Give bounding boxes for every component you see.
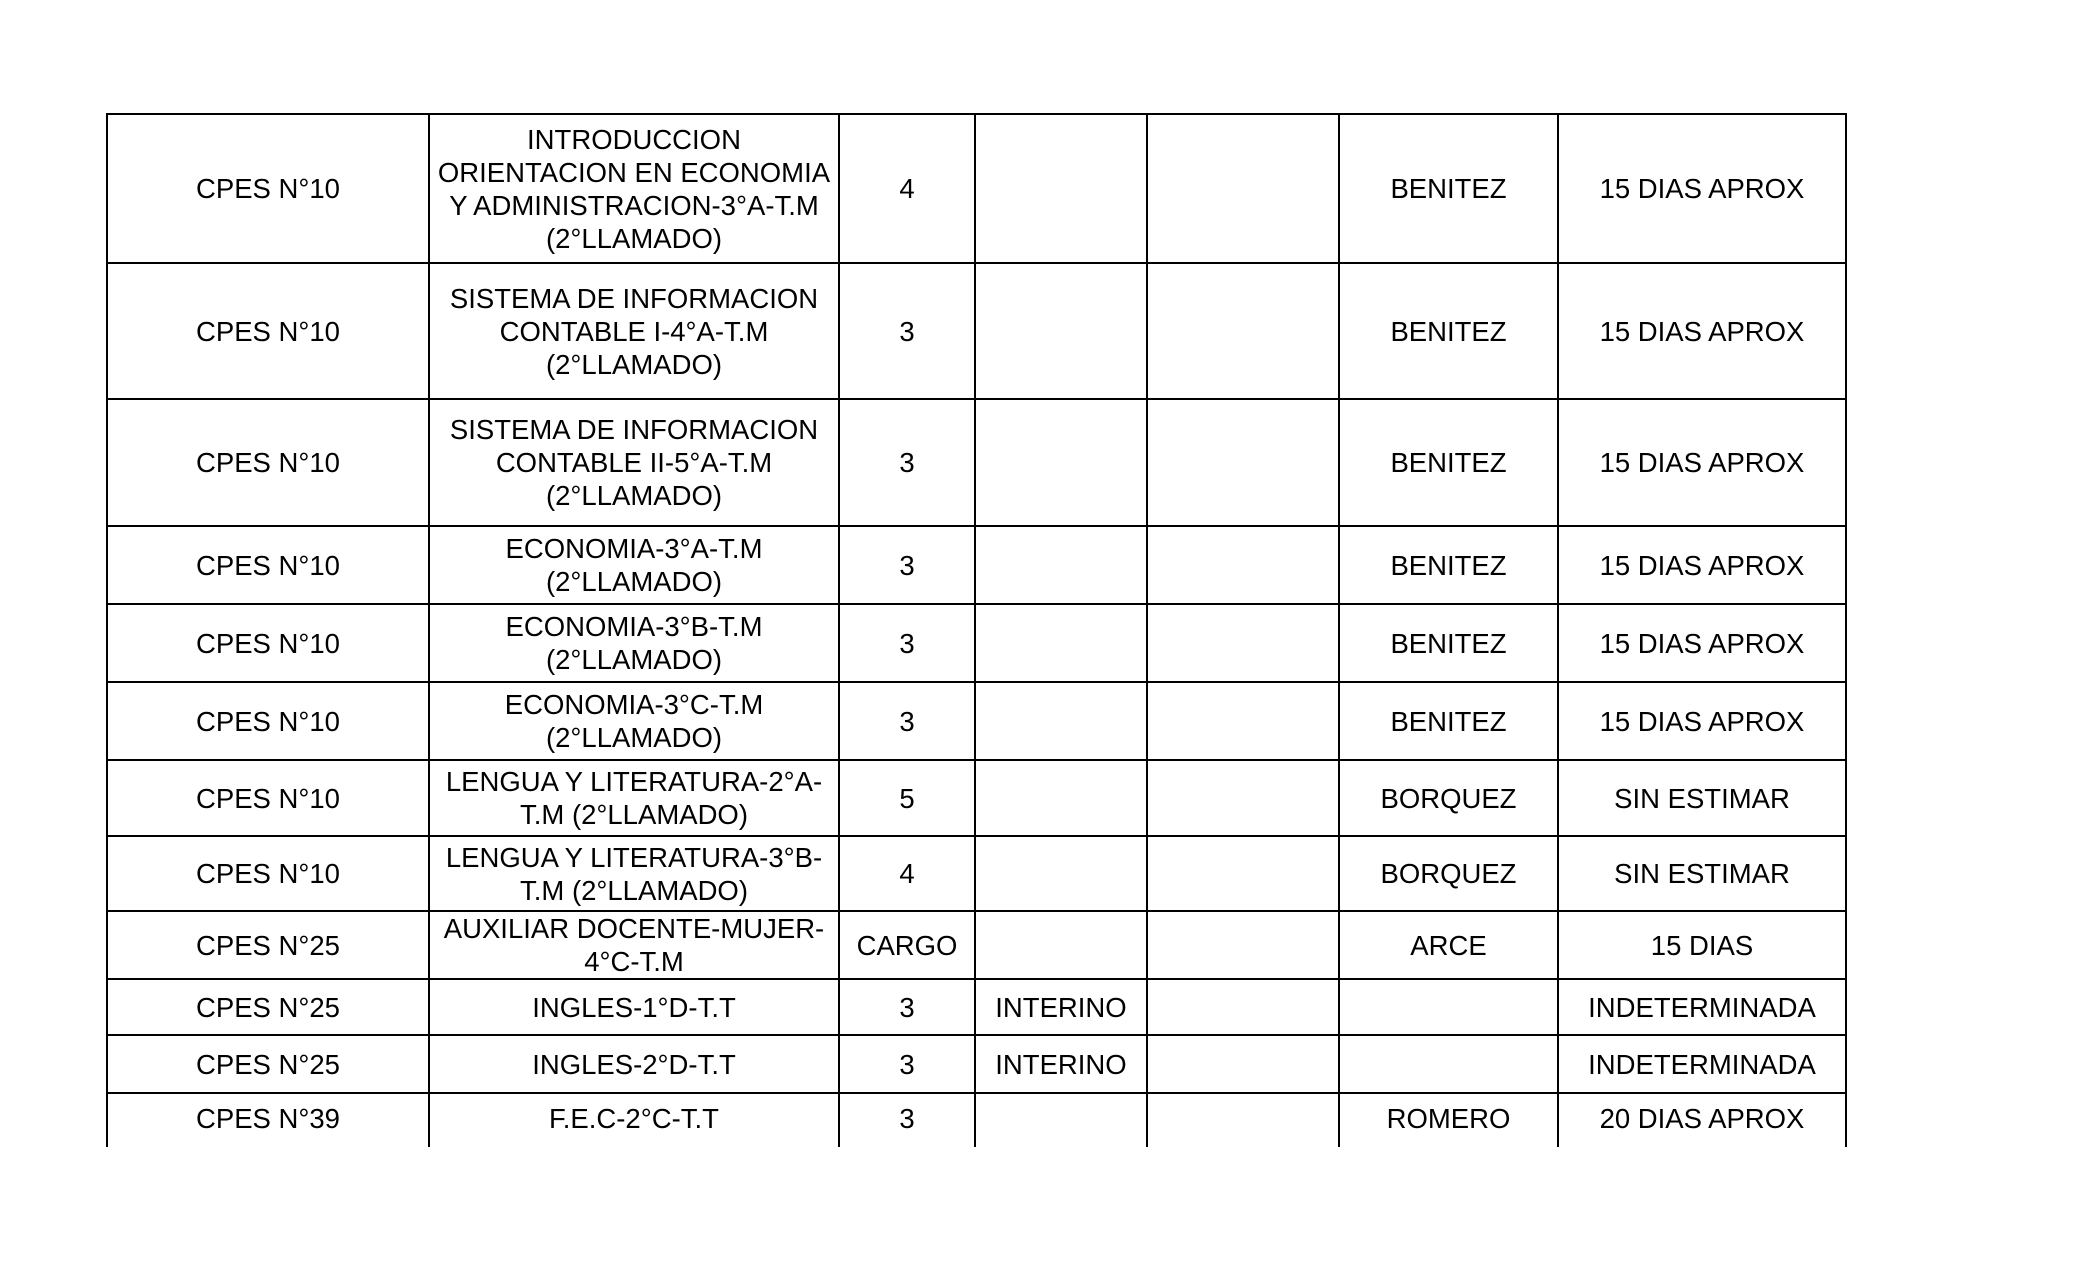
duration-cell: 15 DIAS APROX — [1558, 399, 1846, 526]
status-cell — [975, 760, 1147, 836]
subject-cell: ECONOMIA-3°A-T.M (2°LLAMADO) — [429, 526, 839, 604]
status-cell — [975, 263, 1147, 399]
extra-cell — [1147, 399, 1339, 526]
institution-cell: CPES N°10 — [107, 526, 429, 604]
teacher-cell: BENITEZ — [1339, 604, 1558, 682]
table-row — [107, 114, 1846, 263]
table-row — [107, 399, 1846, 526]
extra-cell — [1147, 760, 1339, 836]
subject-cell: F.E.C-2°C-T.T — [429, 1093, 839, 1147]
hours-cell: 3 — [839, 399, 975, 526]
institution-cell: CPES N°10 — [107, 114, 429, 263]
teacher-cell: BENITEZ — [1339, 526, 1558, 604]
vacancy-table — [106, 113, 1847, 1147]
table-row — [107, 526, 1846, 604]
institution-cell: CPES N°10 — [107, 836, 429, 911]
table-row — [107, 1035, 1846, 1093]
subject-cell: INGLES-1°D-T.T — [429, 979, 839, 1035]
teacher-cell: BENITEZ — [1339, 263, 1558, 399]
hours-cell: 3 — [839, 979, 975, 1035]
table-row — [107, 979, 1846, 1035]
duration-cell: INDETERMINADA — [1558, 979, 1846, 1035]
extra-cell — [1147, 1035, 1339, 1093]
status-cell — [975, 114, 1147, 263]
subject-cell: LENGUA Y LITERATURA-2°A- T.M (2°LLAMADO) — [429, 760, 839, 836]
extra-cell — [1147, 114, 1339, 263]
teacher-cell: BENITEZ — [1339, 682, 1558, 760]
institution-cell: CPES N°25 — [107, 979, 429, 1035]
teacher-cell: BORQUEZ — [1339, 760, 1558, 836]
institution-cell: CPES N°10 — [107, 604, 429, 682]
teacher-cell — [1339, 1035, 1558, 1093]
duration-cell: 15 DIAS APROX — [1558, 604, 1846, 682]
duration-cell: 15 DIAS APROX — [1558, 263, 1846, 399]
status-cell — [975, 526, 1147, 604]
subject-cell: INTRODUCCION ORIENTACION EN ECONOMIA Y ADMINISTRACION-3°A-T.M (2°LLAMADO) — [429, 114, 839, 263]
teacher-cell: ARCE — [1339, 911, 1558, 979]
institution-cell: CPES N°10 — [107, 263, 429, 399]
status-cell — [975, 1093, 1147, 1147]
subject-cell: LENGUA Y LITERATURA-3°B- T.M (2°LLAMADO) — [429, 836, 839, 911]
hours-cell: 4 — [839, 836, 975, 911]
extra-cell — [1147, 526, 1339, 604]
table-row — [107, 836, 1846, 911]
extra-cell — [1147, 263, 1339, 399]
duration-cell: 15 DIAS APROX — [1558, 114, 1846, 263]
duration-cell: 15 DIAS APROX — [1558, 682, 1846, 760]
teacher-cell: BORQUEZ — [1339, 836, 1558, 911]
duration-cell: 15 DIAS APROX — [1558, 526, 1846, 604]
status-cell — [975, 836, 1147, 911]
duration-cell: SIN ESTIMAR — [1558, 836, 1846, 911]
hours-cell: 3 — [839, 526, 975, 604]
status-cell — [975, 911, 1147, 979]
subject-cell: AUXILIAR DOCENTE-MUJER- 4°C-T.M — [429, 911, 839, 979]
hours-cell: 3 — [839, 1035, 975, 1093]
extra-cell — [1147, 682, 1339, 760]
table-row — [107, 760, 1846, 836]
institution-cell: CPES N°10 — [107, 399, 429, 526]
subject-cell: INGLES-2°D-T.T — [429, 1035, 839, 1093]
extra-cell — [1147, 1093, 1339, 1147]
table-row — [107, 682, 1846, 760]
duration-cell: 15 DIAS — [1558, 911, 1846, 979]
subject-cell: ECONOMIA-3°B-T.M (2°LLAMADO) — [429, 604, 839, 682]
hours-cell: 5 — [839, 760, 975, 836]
hours-cell: 3 — [839, 263, 975, 399]
duration-cell: INDETERMINADA — [1558, 1035, 1846, 1093]
hours-cell: 4 — [839, 114, 975, 263]
extra-cell — [1147, 911, 1339, 979]
extra-cell — [1147, 979, 1339, 1035]
status-cell — [975, 399, 1147, 526]
table-row — [107, 604, 1846, 682]
extra-cell — [1147, 604, 1339, 682]
institution-cell: CPES N°25 — [107, 1035, 429, 1093]
table-row — [107, 911, 1846, 979]
teacher-cell: BENITEZ — [1339, 114, 1558, 263]
institution-cell: CPES N°10 — [107, 760, 429, 836]
hours-cell: 3 — [839, 604, 975, 682]
status-cell — [975, 604, 1147, 682]
status-cell: INTERINO — [975, 979, 1147, 1035]
hours-cell: 3 — [839, 682, 975, 760]
teacher-cell — [1339, 979, 1558, 1035]
status-cell — [975, 682, 1147, 760]
subject-cell: SISTEMA DE INFORMACION CONTABLE I-4°A-T.M (2°LLAMADO) — [429, 263, 839, 399]
subject-cell: ECONOMIA-3°C-T.M (2°LLAMADO) — [429, 682, 839, 760]
teacher-cell: BENITEZ — [1339, 399, 1558, 526]
extra-cell — [1147, 836, 1339, 911]
status-cell: INTERINO — [975, 1035, 1147, 1093]
hours-cell: CARGO — [839, 911, 975, 979]
subject-cell: SISTEMA DE INFORMACION CONTABLE II-5°A-T.M (2°LLAMADO) — [429, 399, 839, 526]
institution-cell: CPES N°39 — [107, 1093, 429, 1147]
table-row — [107, 263, 1846, 399]
table-row — [107, 1093, 1846, 1147]
teacher-cell: ROMERO — [1339, 1093, 1558, 1147]
duration-cell: 20 DIAS APROX — [1558, 1093, 1846, 1147]
hours-cell: 3 — [839, 1093, 975, 1147]
institution-cell: CPES N°10 — [107, 682, 429, 760]
duration-cell: SIN ESTIMAR — [1558, 760, 1846, 836]
institution-cell: CPES N°25 — [107, 911, 429, 979]
